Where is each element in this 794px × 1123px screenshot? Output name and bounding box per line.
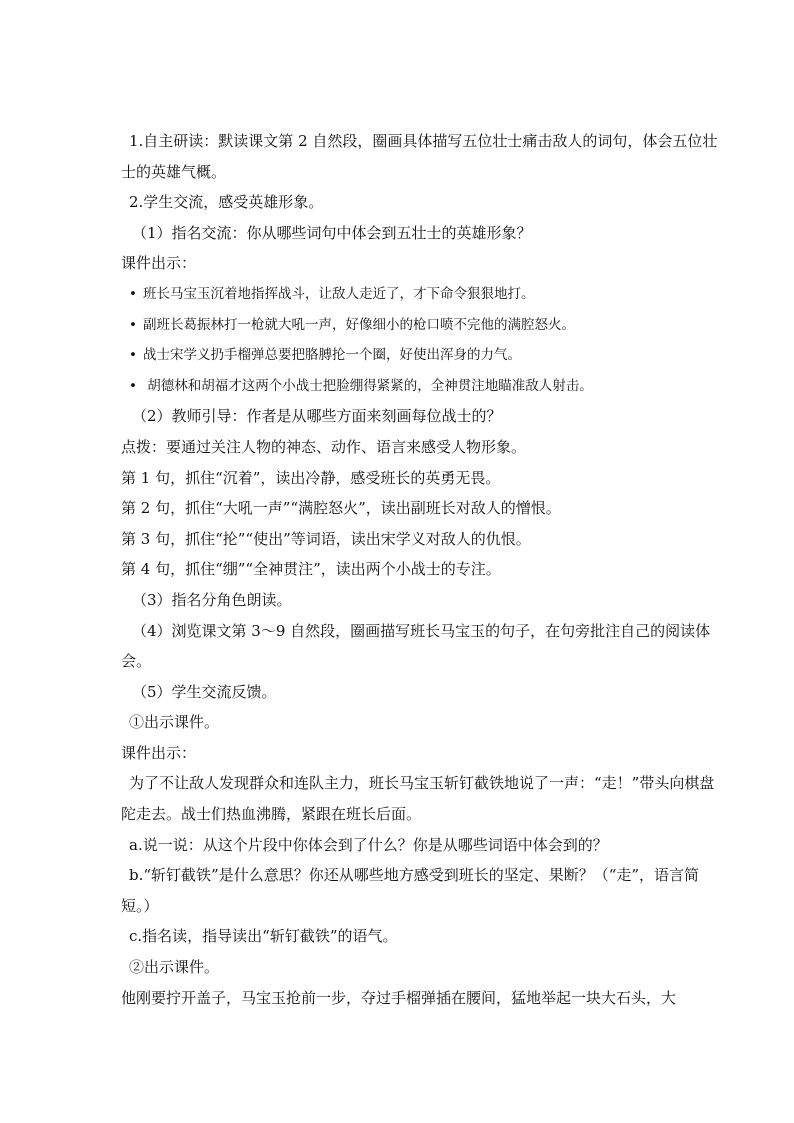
paragraph-show-courseware-1: ①出示课件。 (129, 713, 220, 732)
bullet-dot-icon: • (129, 377, 137, 394)
bullet-item (121, 310, 723, 341)
bullet-dot-icon: • (129, 285, 137, 302)
bullet-dot-icon: • (129, 347, 137, 364)
paragraph-sentence-2: 第 2 句，抓住“大吼一声”“满腔怒火”，读出副班长对敌人的憎恨。 (121, 499, 561, 518)
bullet-item (121, 371, 723, 402)
bullet-item (121, 340, 723, 371)
bullet-dot-icon: • (129, 316, 137, 333)
paragraph-step-3: （3）指名分角色朗读。 (132, 590, 292, 609)
paragraph-task-c: c.指名读，指导读出“斩钉截铁”的语气。 (129, 927, 398, 946)
paragraph-courseware-excerpt: 为了不让敌人发现群众和连队主力，班长马宝玉斩钉截铁地说了一声：“走！”带头向棋盘陀走去。战士们热血沸腾，紧跟在班长后面。 (121, 774, 715, 824)
paragraph-sentence-4: 第 4 句，抓住“绷”“全神贯注”，读出两个小战士的专注。 (121, 560, 501, 579)
paragraph-step-5: （5）学生交流反馈。 (132, 682, 277, 701)
document-body (121, 126, 723, 1013)
bullet-item (121, 279, 723, 310)
bullet-text: 副班长葛振林打一枪就大吼一声，好像细小的枪口喷不完他的满腔怒火。 (142, 316, 575, 333)
paragraph-excerpt-continued: 他刚要拧开盖子，马宝玉抢前一步，夺过手榴弹插在腰间，猛地举起一块大石头，大 (121, 988, 677, 1007)
paragraph-step-1: （1）指名交流：你从哪些词句中体会到五壮士的英雄形象？ (132, 223, 532, 242)
paragraph-sentence-1: 第 1 句，抓住“沉着”，读出冷静，感受班长的英勇无畏。 (121, 468, 501, 487)
paragraph-task-a: a.说一说：从这个片段中你体会到了什么？你是从哪些词语中体会到的？ (129, 835, 608, 854)
paragraph-step-2: （2）教师引导：作者是从哪些方面来刻画每位战士的？ (132, 407, 502, 426)
bullet-text: 班长马宝玉沉着地指挥战斗，让敌人走近了，才下命令狠狠地打。 (142, 285, 535, 302)
paragraph-hint: 点拨：要通过关注人物的神态、动作、语言来感受人物形象。 (121, 437, 527, 456)
paragraph-courseware-label-2: 课件出示： (121, 743, 197, 762)
paragraph-show-courseware-2: ②出示课件。 (129, 958, 220, 977)
paragraph-student-exchange: 2.学生交流，感受英雄形象。 (129, 193, 324, 212)
paragraph-step-4: （4）浏览课文第 3～9 自然段，圈画描写班长马宝玉的句子，在句旁批注自己的阅读体会。 (121, 621, 711, 671)
paragraph-task-b: b.“斩钉截铁”是什么意思？你还从哪些地方感受到班长的坚定、果断？（“走”，语言简短。） (121, 866, 700, 915)
bullet-text: 胡德林和胡福才这两个小战士把脸绷得紧紧的，全神贯注地瞄准敌人射击。 (142, 377, 593, 394)
paragraph-sentence-3: 第 3 句，抓住“抡”“使出”等词语，读出宋学义对敌人的仇恨。 (121, 529, 531, 548)
paragraph-self-study: 1.自主研读：默读课文第 2 自然段，圈画具体描写五位壮士痛击敌人的词句，体会五位壮士的英雄气概。 (121, 132, 718, 181)
bullet-text: 战士宋学义扔手榴弹总要把胳膊抡一个圈，好使出浑身的力气。 (142, 347, 521, 364)
paragraph-courseware-label: 课件出示： (121, 254, 197, 273)
courseware-bullet-list (121, 279, 723, 401)
